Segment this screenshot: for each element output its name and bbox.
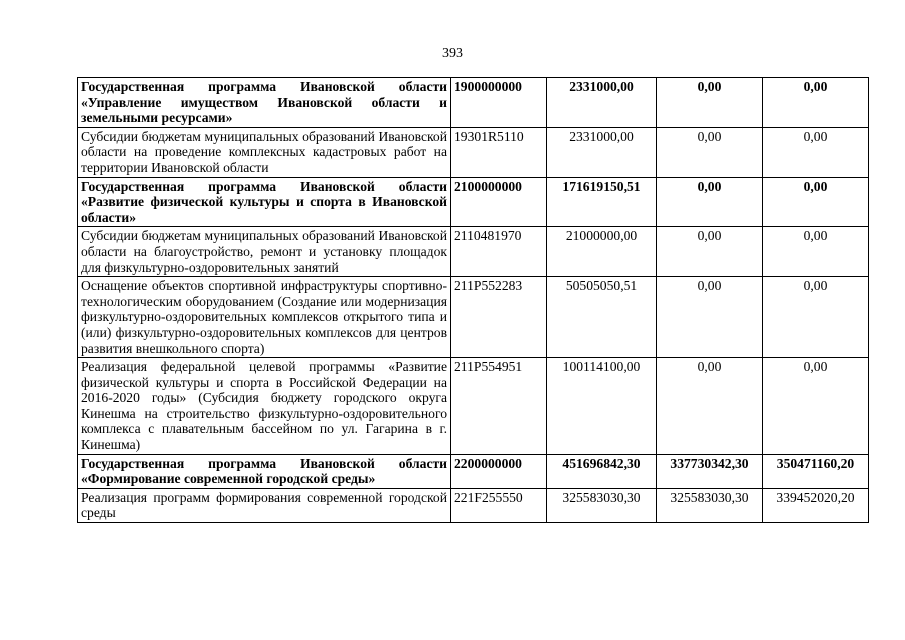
amount-year2-cell: 0,00	[657, 127, 763, 177]
amount-year3-cell: 0,00	[763, 127, 869, 177]
program-name-cell: Государственная программа Ивановской области «Управление имуществом Ивановской области и земельными ресурсами»	[78, 78, 451, 128]
item-name-cell: Субсидии бюджетам муниципальных образований Ивановской области на проведение комплексных кадастровых работ на территории Ивановской области	[78, 127, 451, 177]
amount-year2-cell: 0,00	[657, 358, 763, 455]
amount-year3-cell: 350471160,20	[763, 454, 869, 488]
table-row	[78, 177, 869, 227]
item-name-cell: Оснащение объектов спортивной инфраструктуры спортивно-технологическим оборудованием (Создание или модернизация физкультурно-оздоровительных комплексов открытого типа и (или) физкультурно-оздоровительных комплексов для центров развития внешкольного спорта)	[78, 277, 451, 358]
target-code-cell: 2200000000	[451, 454, 547, 488]
target-code-cell: 221F255550	[451, 488, 547, 522]
target-code-cell: 2100000000	[451, 177, 547, 227]
amount-year1-cell: 2331000,00	[547, 78, 657, 128]
amount-year1-cell: 21000000,00	[547, 227, 657, 277]
budget-table	[77, 77, 869, 523]
program-name-cell: Государственная программа Ивановской области «Развитие физической культуры и спорта в Ивановской области»	[78, 177, 451, 227]
target-code-cell: 2110481970	[451, 227, 547, 277]
amount-year1-cell: 2331000,00	[547, 127, 657, 177]
table-row	[78, 488, 869, 522]
target-code-cell: 211P554951	[451, 358, 547, 455]
amount-year2-cell: 0,00	[657, 277, 763, 358]
table-row	[78, 358, 869, 455]
table-row	[78, 78, 869, 128]
target-code-cell: 19301R5110	[451, 127, 547, 177]
amount-year3-cell: 339452020,20	[763, 488, 869, 522]
amount-year2-cell: 337730342,30	[657, 454, 763, 488]
table-row	[78, 277, 869, 358]
amount-year2-cell: 0,00	[657, 78, 763, 128]
table-row	[78, 454, 869, 488]
amount-year1-cell: 325583030,30	[547, 488, 657, 522]
item-name-cell: Субсидии бюджетам муниципальных образований Ивановской области на благоустройство, ремонт и установку площадок для физкультурно-оздоровительных занятий	[78, 227, 451, 277]
amount-year1-cell: 100114100,00	[547, 358, 657, 455]
table-row	[78, 227, 869, 277]
amount-year2-cell: 0,00	[657, 227, 763, 277]
amount-year3-cell: 0,00	[763, 358, 869, 455]
amount-year1-cell: 171619150,51	[547, 177, 657, 227]
amount-year2-cell: 0,00	[657, 177, 763, 227]
amount-year2-cell: 325583030,30	[657, 488, 763, 522]
amount-year1-cell: 50505050,51	[547, 277, 657, 358]
amount-year1-cell: 451696842,30	[547, 454, 657, 488]
item-name-cell: Реализация программ формирования современной городской среды	[78, 488, 451, 522]
table-row	[78, 127, 869, 177]
amount-year3-cell: 0,00	[763, 227, 869, 277]
target-code-cell: 211P552283	[451, 277, 547, 358]
amount-year3-cell: 0,00	[763, 277, 869, 358]
amount-year3-cell: 0,00	[763, 78, 869, 128]
amount-year3-cell: 0,00	[763, 177, 869, 227]
target-code-cell: 1900000000	[451, 78, 547, 128]
program-name-cell: Государственная программа Ивановской области «Формирование современной городской среды»	[78, 454, 451, 488]
item-name-cell: Реализация федеральной целевой программы «Развитие физической культуры и спорта в Российской Федерации на 2016-2020 годы» (Субсидия бюджету городского округа Кинешма на строительство физкультурно-оздоровительного комплекса с плавательным бассейном по ул. Гагарина в г. Кинешма)	[78, 358, 451, 455]
page-number: 393	[442, 46, 463, 61]
